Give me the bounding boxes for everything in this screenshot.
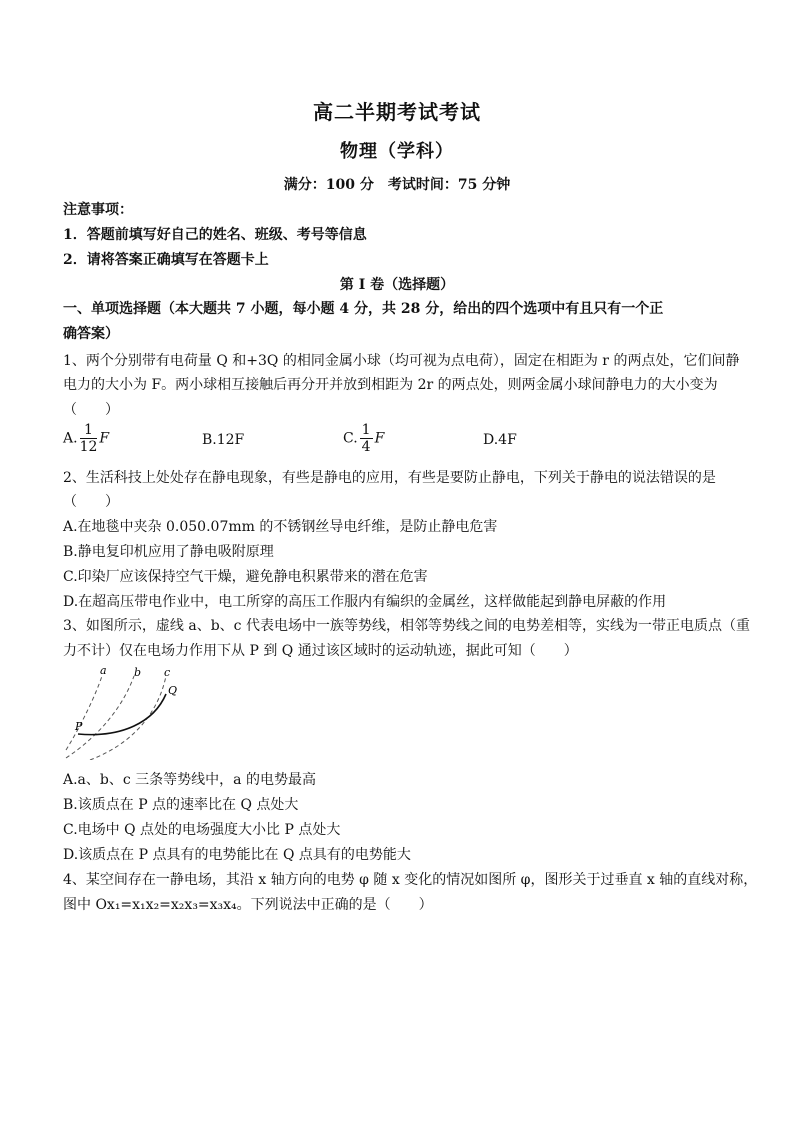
q1-option-a-label: A. [63, 430, 78, 447]
q1-stem-line1: 1、两个分别带有电荷量 Q 和+3Q 的相同金属小球（均可视为点电荷），固定在相距为 r 的两点处，它们间静 [63, 353, 740, 369]
q1-option-c-denominator: 4 [361, 439, 371, 455]
q3-label-c: c [164, 666, 171, 679]
q2-option-a: A.在地毯中夹杂 0.050.07mm 的不锈钢丝导电纤维，是防止静电危害 [63, 519, 498, 535]
q1-answer-bracket: （ ） [63, 402, 119, 418]
q1-option-a-denominator: 12 [79, 439, 98, 455]
q2-option-c: C.印染厂应该保持空气干燥，避免静电积累带来的潜在危害 [63, 569, 428, 585]
q1-option-a [63, 422, 109, 455]
exam-meta: 满分：100 分 考试时间：75 分钟 [283, 177, 511, 193]
exam-title: 高二半期考试考试 [313, 100, 481, 124]
q3-equipotential-c [90, 676, 166, 760]
notes-item-2: 2．请将答案正确填写在答题卡上 [63, 252, 269, 268]
q1-option-a-symbol: F [99, 430, 110, 447]
section-heading-line2: 确答案） [63, 326, 119, 342]
q3-stem-line2: 力不计）仅在电场力作用下从 P 到 Q 通过该区域时的运动轨迹，据此可知（ ） [63, 643, 578, 659]
q3-label-a: a [100, 664, 107, 677]
q1-option-a-numerator: 1 [80, 422, 98, 439]
q1-stem-line2: 电力的大小为 F。两小球相互接触后再分开并放到相距为 2r 的两点处，则两金属小球间静电力的大小变为 [63, 377, 718, 393]
volume-heading: 第 I 卷（选择题） [339, 277, 455, 293]
q2-option-d: D.在超高压带电作业中，电工所穿的高压工作服内有编织的金属丝，这样做能起到静电屏蔽的作用 [63, 594, 667, 610]
q1-option-d: D.4F [483, 432, 517, 448]
q3-label-p: P [75, 720, 83, 733]
q3-trajectory [78, 694, 166, 735]
exam-subject: 物理（学科） [340, 141, 454, 162]
q3-label-b: b [134, 666, 142, 679]
q1-option-b: B.12F [202, 432, 245, 448]
q3-equipotential-a [66, 676, 102, 750]
notes-item-1: 1．答题前填写好自己的姓名、班级、考号等信息 [63, 227, 367, 243]
q2-option-b: B.静电复印机应用了静电吸附原理 [63, 544, 274, 560]
q2-stem-line1: 2、生活科技上处处存在静电现象，有些是静电的应用，有些是要防止静电，下列关于静电的说法错误的是 [63, 470, 716, 486]
q3-option-a: A.a、b、c 三条等势线中，a 的电势最高 [63, 772, 316, 788]
q3-label-q: Q [168, 684, 178, 697]
q4-stem-line1: 4、某空间存在一静电场，其沿 x 轴方向的电势 φ 随 x 变化的情况如图所 φ，图形关于过垂直 x 轴的直线对称， [63, 872, 758, 888]
q3-equipotential-b [66, 676, 134, 758]
q3-option-d: D.该质点在 P 点具有的电势能比在 Q 点具有的电势能大 [63, 847, 411, 863]
q3-equipotential-figure [62, 664, 202, 760]
q1-option-c [343, 422, 384, 455]
q1-option-c-fraction [360, 422, 373, 455]
q1-option-c-numerator: 1 [361, 422, 371, 438]
q1-option-a-fraction [80, 422, 98, 455]
q2-answer-bracket: （ ） [63, 494, 119, 510]
q3-option-c: C.电场中 Q 点处的电场强度大小比 P 点处大 [63, 822, 341, 838]
section-heading-line1: 一、单项选择题（本大题共 7 小题，每小题 4 分，共 28 分，给出的四个选项中有且只有一个正 [63, 301, 664, 317]
q3-stem-line1: 3、如图所示，虚线 a、b、c 代表电场中一族等势线，相邻等势线之间的电势差相等，实线为一带正电质点（重 [63, 618, 750, 634]
q1-option-c-symbol: F [374, 430, 385, 447]
notes-heading: 注意事项： [63, 202, 133, 218]
q3-option-b: B.该质点在 P 点的速率比在 Q 点处大 [63, 797, 299, 813]
q1-option-c-label: C. [343, 430, 358, 447]
q4-stem-line2: 图中 Ox₁=x₁x₂=x₂x₃=x₃x₄。下列说法中正确的是（ ） [63, 897, 433, 913]
